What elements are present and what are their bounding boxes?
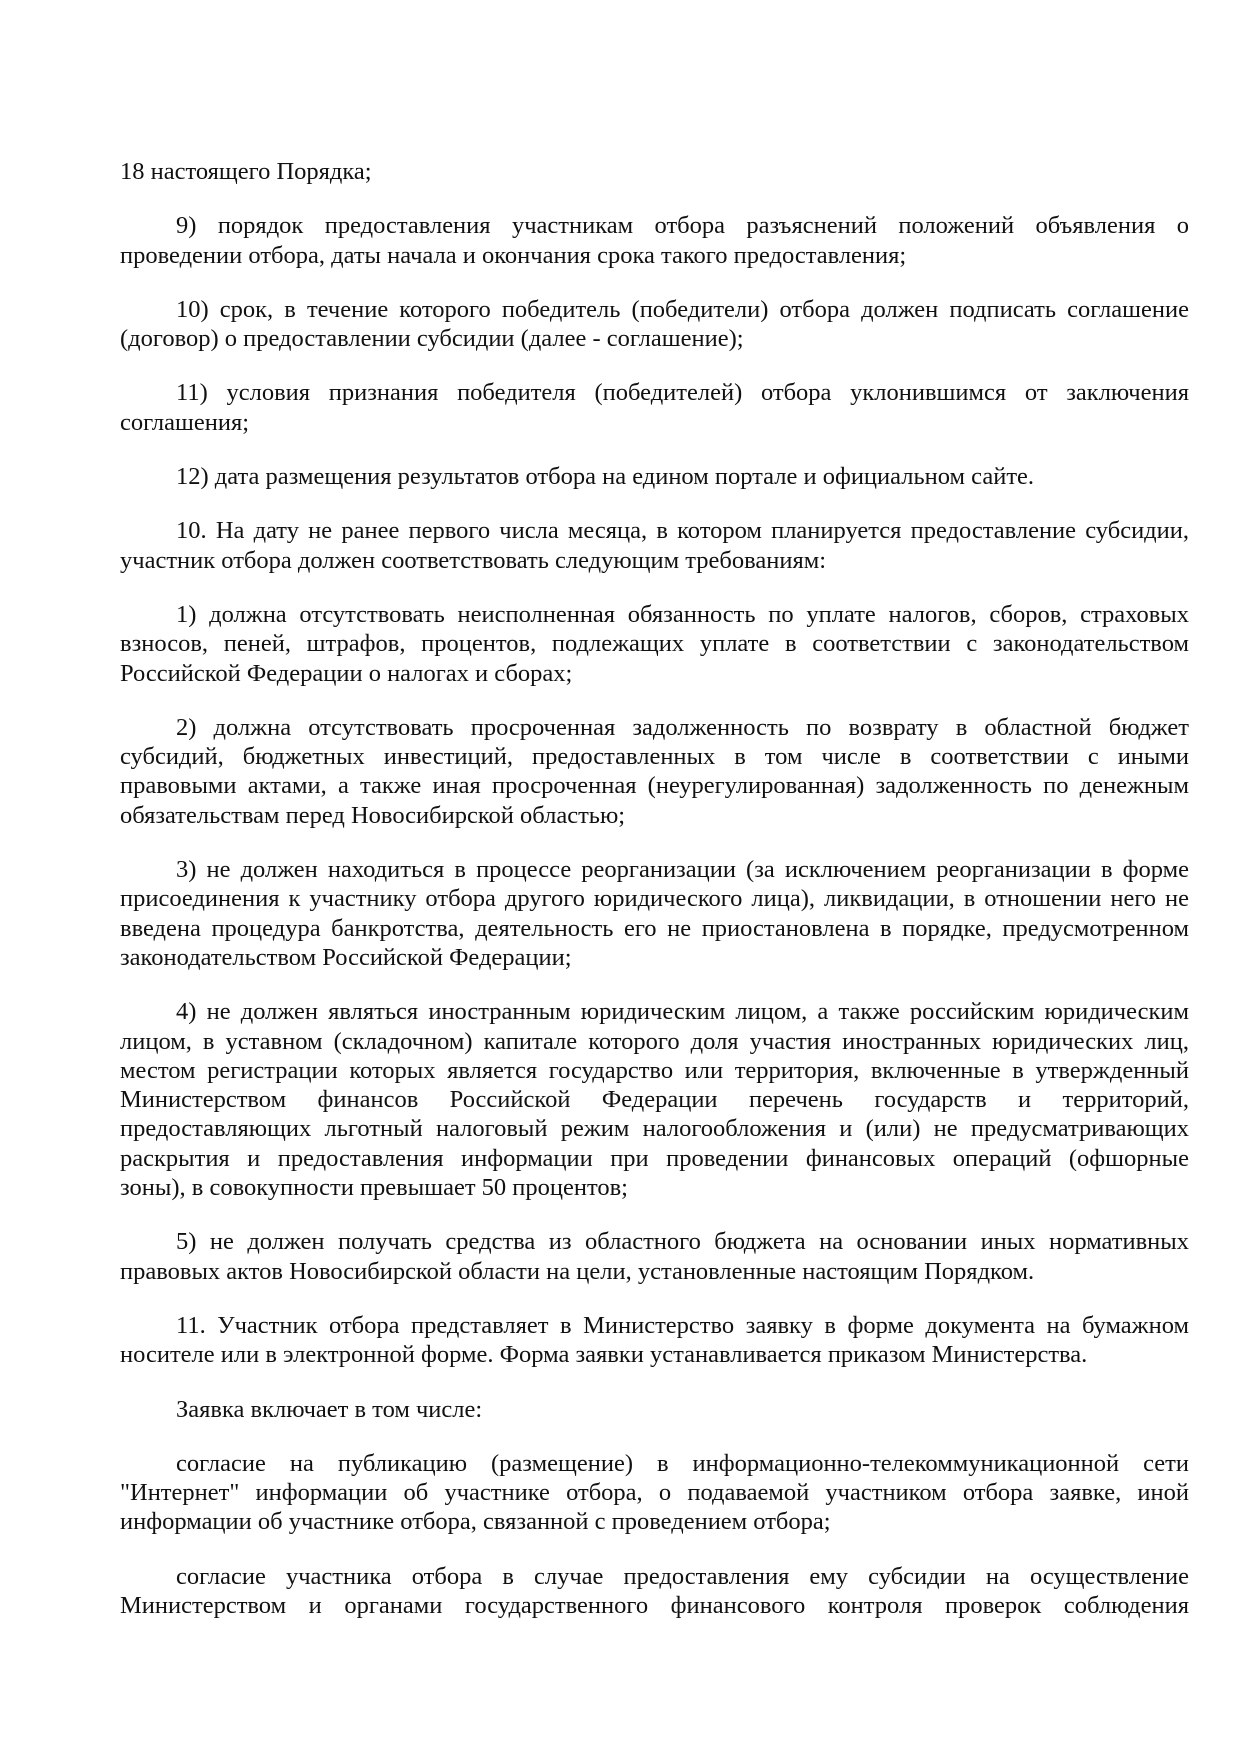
text-line: 11. Участник отбора представляет в Министерство заявку в форме документа на бумажном [176,1311,1189,1339]
paragraph [120,997,1189,1202]
paragraph [120,211,1189,270]
paragraph [120,1562,1189,1621]
paragraph [120,157,1189,186]
text-line: предоставляющих льготный налоговый режим налогообложения и (или) не предусматривающих [120,1115,1189,1143]
text-line: 1) должна отсутствовать неисполненная обязанность по уплате налогов, сборов, страховых [176,600,1189,628]
paragraph [120,462,1189,491]
text-line: зоны), в совокупности превышает 50 процентов; [120,1174,628,1202]
text-line: законодательством Российской Федерации; [120,943,572,971]
document-page [120,157,1189,1645]
text-line: носителе или в электронной форме. Форма заявки устанавливается приказом Министерства. [120,1341,1088,1369]
paragraph [120,295,1189,354]
text-line: "Интернет" информации об участнике отбора, о подаваемой участником отбора заявке, иной [120,1479,1189,1507]
text-line: 4) не должен являться иностранным юридическим лицом, а также российским юридическим [176,998,1189,1026]
text-line: проведении отбора, даты начала и окончания срока такого предоставления; [120,241,907,269]
text-line: правовыми актами, а также иная просроченная (неурегулированная) задолженность по денежным [120,772,1189,800]
text-line: 11) условия признания победителя (победителей) отбора уклонившимся от заключения [176,379,1189,407]
text-line: взносов, пеней, штрафов, процентов, подлежащих уплате в соответствии с законодательством [120,630,1189,658]
text-line: Российской Федерации о налогах и сборах; [120,659,573,687]
text-line: 18 настоящего Порядка; [120,158,372,185]
text-line: Заявка включает в том числе: [176,1395,483,1423]
paragraph [120,378,1189,437]
text-line: Министерством и органами государственного финансового контроля проверок соблюдения [120,1591,1189,1619]
text-line: правовых актов Новосибирской области на цели, установленные настоящим Порядком. [120,1257,1035,1285]
text-line: информации об участнике отбора, связанной с проведением отбора; [120,1508,831,1536]
paragraph [120,855,1189,972]
text-line: 2) должна отсутствовать просроченная задолженность по возврату в областной бюджет [176,713,1189,741]
text-line: присоединения к участнику отбора другого юридического лица), ликвидации, в отношении него не [120,885,1189,913]
paragraph [120,1227,1189,1286]
text-line: 10. На дату не ранее первого числа месяца, в котором планируется предоставление субсидии, [176,517,1189,545]
text-line: 5) не должен получать средства из областного бюджета на основании иных нормативных [176,1228,1189,1256]
paragraph [120,516,1189,575]
text-line: раскрытия и предоставления информации при проведении финансовых операций (офшорные [120,1144,1189,1172]
paragraph [120,600,1189,688]
text-line: местом регистрации которых является государство или территория, включенные в утвержденный [120,1056,1189,1084]
text-line: Министерством финансов Российской Федерации перечень государств и территорий, [120,1086,1189,1114]
paragraph [120,1449,1189,1537]
text-line: лицом, в уставном (складочном) капитале которого доля участия иностранных юридических лиц, [120,1027,1189,1055]
paragraph [120,1395,1189,1424]
text-line: участник отбора должен соответствовать следующим требованиям: [120,546,827,574]
paragraph [120,1311,1189,1370]
text-line: субсидий, бюджетных инвестиций, предоставленных в том числе в соответствии с иными [120,743,1189,771]
text-line: (договор) о предоставлении субсидии (далее - соглашение); [120,325,744,353]
text-line: 10) срок, в течение которого победитель (победители) отбора должен подписать соглашение [176,295,1189,323]
text-line: 3) не должен находиться в процессе реорганизации (за исключением реорганизации в форме [176,856,1189,884]
text-line: согласие участника отбора в случае предоставления ему субсидии на осуществление [176,1562,1189,1590]
text-line: соглашения; [120,408,250,436]
text-line: обязательствам перед Новосибирской областью; [120,801,626,829]
paragraph [120,713,1189,830]
text-line: 12) дата размещения результатов отбора на едином портале и официальном сайте. [176,463,1035,491]
text-line: 9) порядок предоставления участникам отбора разъяснений положений объявления о [176,212,1189,240]
text-line: согласие на публикацию (размещение) в информационно-телекоммуникационной сети [176,1449,1189,1477]
text-line: введена процедура банкротства, деятельность его не приостановлена в порядке, предусмотренном [120,914,1189,942]
